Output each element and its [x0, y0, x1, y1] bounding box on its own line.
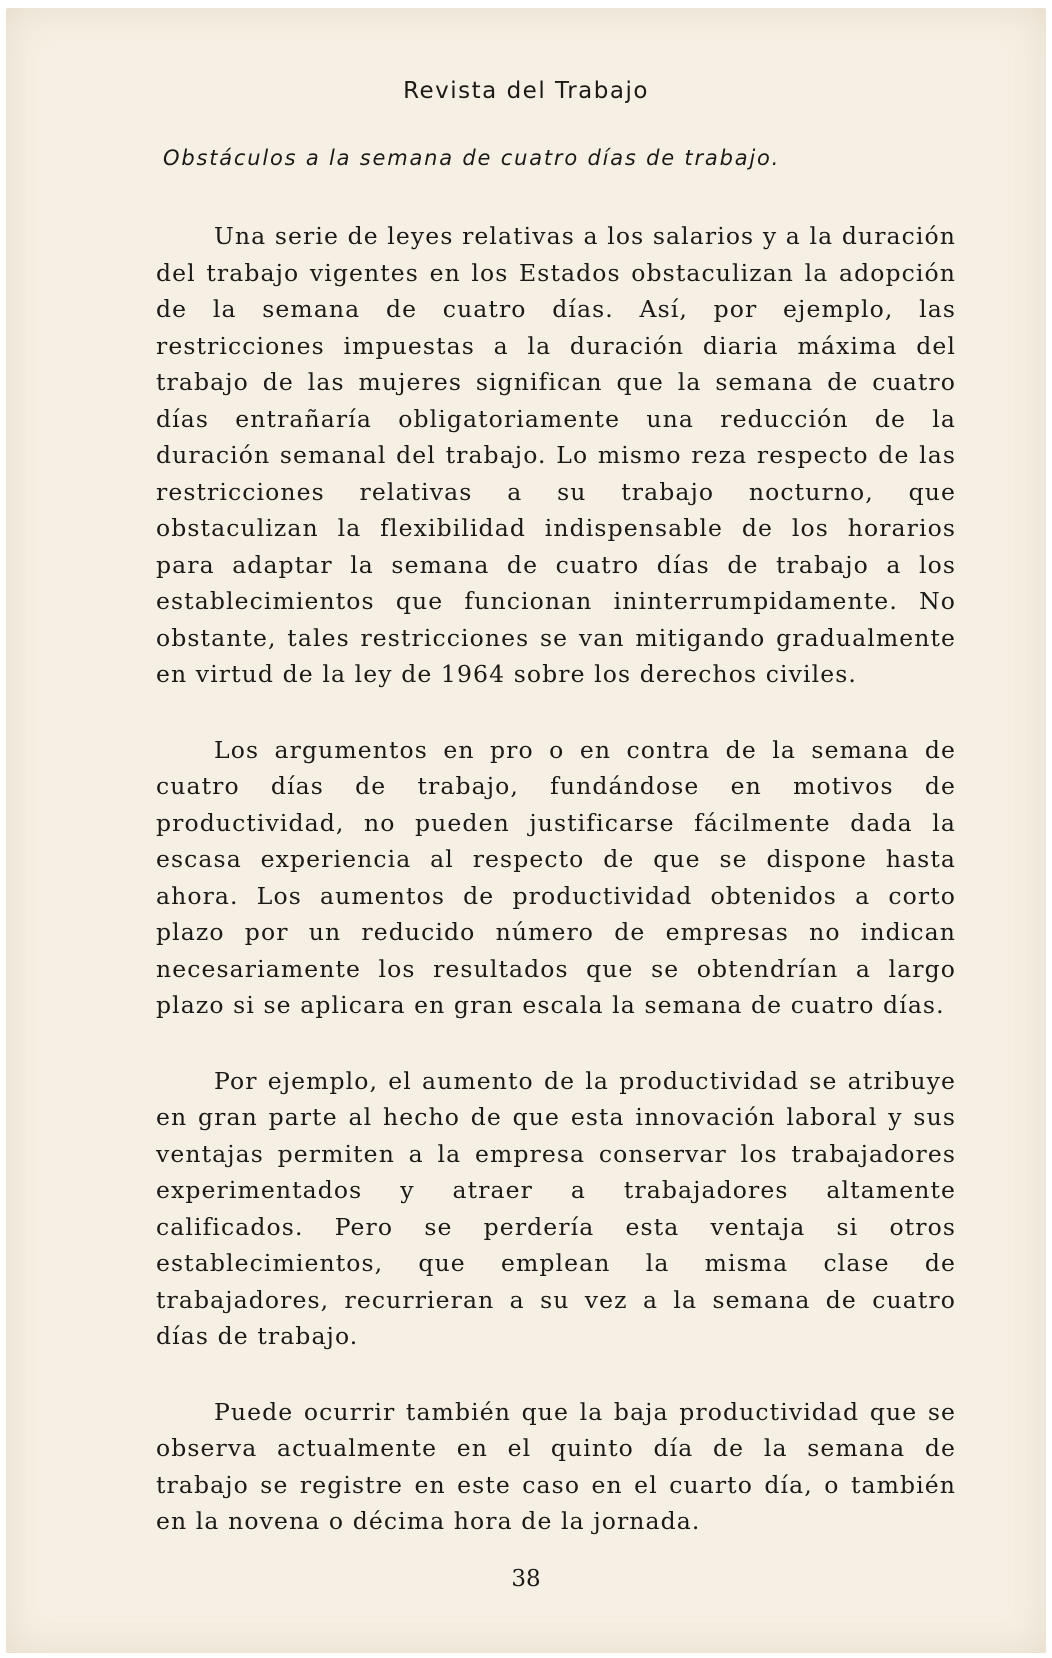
paragraph-1: Una serie de leyes relativas a los salarios y a la duración del trabajo vigentes en los Estados obstaculizan la adopción de la semana de cuatro días. Así, por ejemplo, las restricciones impuestas a la duración diaria máxima del trabajo de las mujeres significan que la semana de cuatro días entrañaría obligatoriamente una reducción de la duración semanal del trabajo. Lo mismo reza respecto de las restricciones relativas a su trabajo nocturno, que obstaculizan la flexibilidad indispensable de los horarios para adaptar la semana de cuatro días de trabajo a los establecimientos que funcionan ininterrumpidamente. No obstante, tales restricciones se van mitigando gradualmente en virtud de la ley de 1964 sobre los derechos civiles. [156, 222, 956, 688]
page-number: 38 [511, 1566, 541, 1592]
paragraph-2: Los argumentos en pro o en contra de la semana de cuatro días de trabajo, fundándose en motivos de productividad, no pueden justificarse fácilmente dada la escasa experiencia al respecto de que se dispone hasta ahora. Los aumentos de productividad obtenidos a corto plazo por un reducido número de empresas no indican necesariamente los resultados que se obtendrían a largo plazo si se aplicara en gran escala la semana de cuatro días. [156, 735, 956, 1019]
running-header: Revista del Trabajo [403, 78, 649, 104]
book-page [6, 8, 1046, 1653]
section-title: Obstáculos a la semana de cuatro días de trabajo. [163, 146, 781, 170]
paragraph-4: Puede ocurrir también que la baja productividad que se observa actualmente en el quinto día de la semana de trabajo se registre en este caso en el cuarto día, o también en la novena o décima hora de la jornada. [156, 1397, 956, 1535]
body-text [156, 218, 956, 1579]
paragraph-3: Por ejemplo, el aumento de la productividad se atribuye en gran parte al hecho de que esta innovación laboral y sus ventajas permiten a la empresa conservar los trabajadores experimentados y atraer a trabajadores altamente calificados. Pero se perdería esta ventaja si otros establecimientos, que emplean la misma clase de trabajadores, recurrieran a su vez a la semana de cuatro días de trabajo. [156, 1066, 956, 1350]
